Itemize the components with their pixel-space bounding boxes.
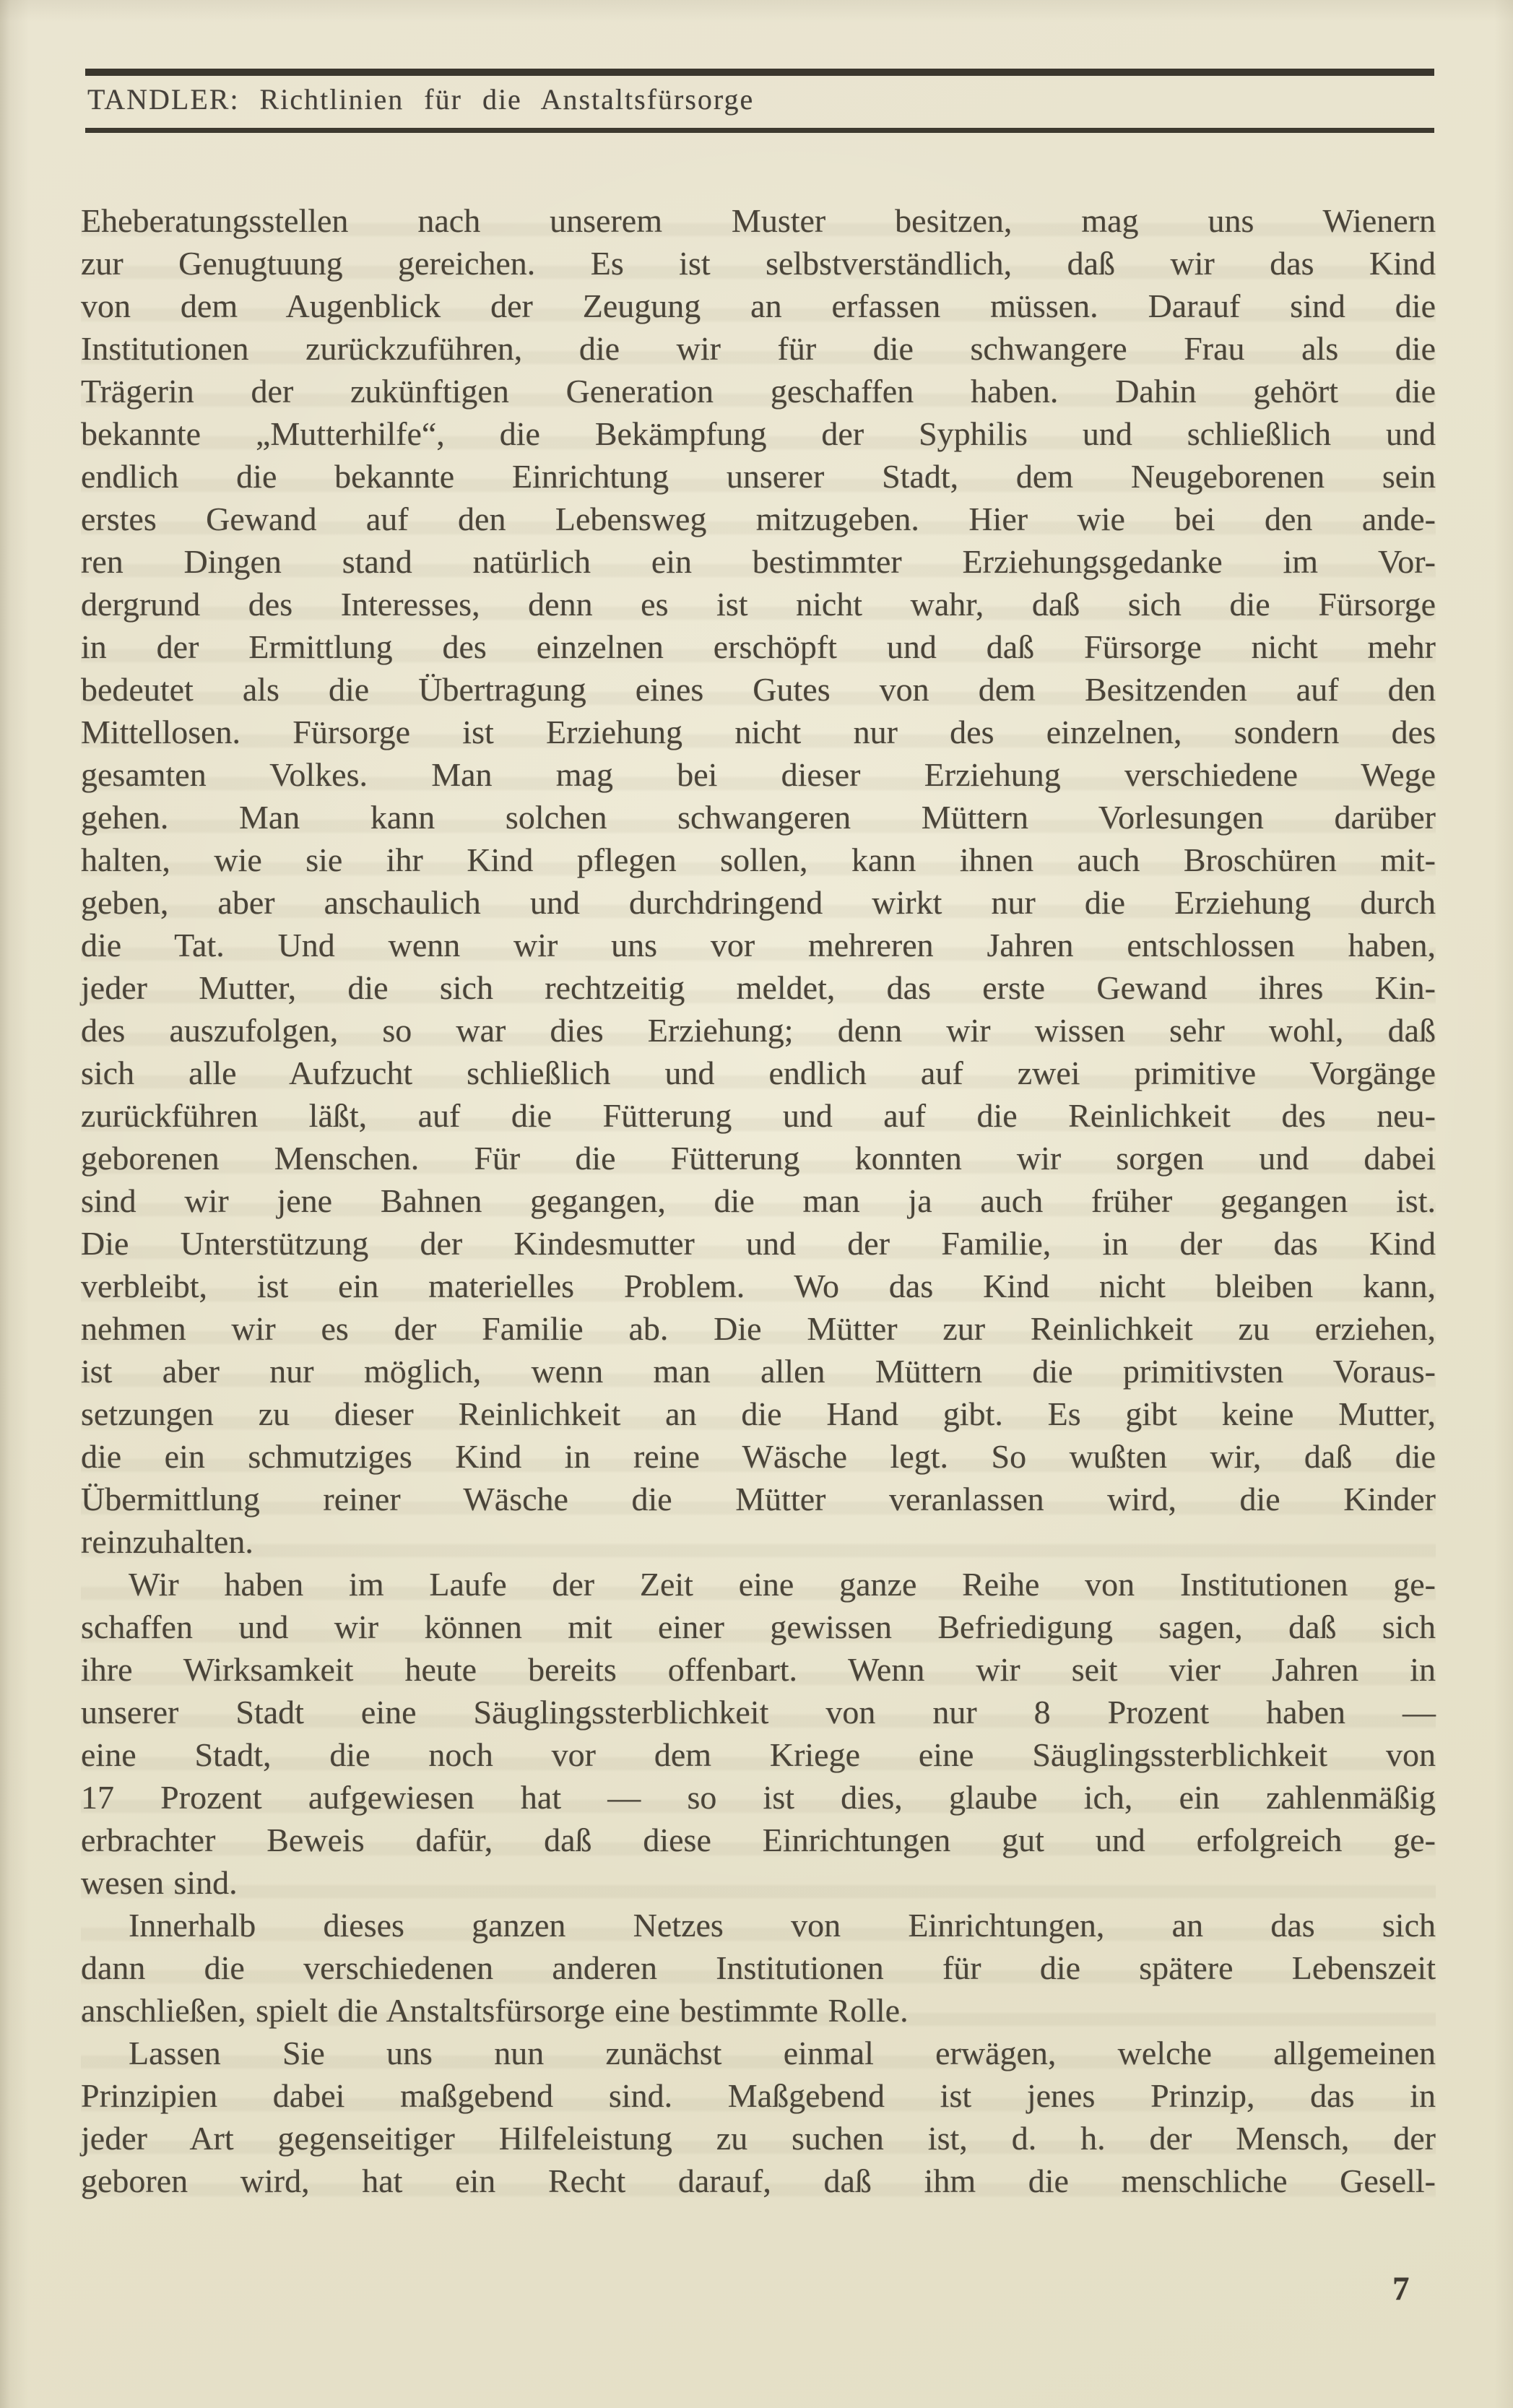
text-line: setzungen zu dieser Reinlichkeit an die Hand gibt. Es gibt keine Mutter, xyxy=(81,1395,1436,1432)
text-line: Wir haben im Laufe der Zeit eine ganze Reihe von Institutionen ge- xyxy=(129,1566,1436,1603)
text-line: zurückführen läßt, auf die Fütterung und auf die Reinlichkeit des neu- xyxy=(81,1097,1436,1134)
text-line: erstes Gewand auf den Lebensweg mitzugeben. Hier wie bei den ande- xyxy=(81,501,1436,537)
text-line: sind wir jene Bahnen gegangen, die man ja auch früher gegangen ist. xyxy=(81,1182,1436,1219)
header-rule-top xyxy=(85,69,1434,76)
text-line: gehen. Man kann solchen schwangeren Müttern Vorlesungen darüber xyxy=(81,799,1436,836)
text-line: halten, wie sie ihr Kind pflegen sollen, kann ihnen auch Broschüren mit- xyxy=(81,841,1436,878)
text-line: bedeutet als die Übertragung eines Gutes von dem Besitzenden auf den xyxy=(81,671,1436,708)
text-line: jeder Art gegenseitiger Hilfeleistung zu suchen ist, d. h. der Mensch, der xyxy=(81,2120,1436,2157)
text-line: zur Genugtuung gereichen. Es ist selbstverständlich, daß wir das Kind xyxy=(81,245,1436,282)
text-line: in der Ermittlung des einzelnen erschöpft und daß Fürsorge nicht mehr xyxy=(81,628,1436,665)
text-line: erbrachter Beweis dafür, daß diese Einrichtungen gut und erfolgreich ge- xyxy=(81,1822,1436,1858)
text-line: verbleibt, ist ein materielles Problem. Wo das Kind nicht bleiben kann, xyxy=(81,1268,1436,1304)
text-line: eine Stadt, die noch vor dem Kriege eine Säuglingssterblichkeit von xyxy=(81,1736,1436,1773)
text-line: schaffen und wir können mit einer gewissen Befriedigung sagen, daß sich xyxy=(81,1608,1436,1645)
page-body xyxy=(81,199,1436,2202)
page-number: 7 xyxy=(1392,2270,1410,2308)
text-line: geboren wird, hat ein Recht darauf, daß ihm die menschliche Gesell- xyxy=(81,2162,1436,2199)
text-line: endlich die bekannte Einrichtung unserer Stadt, dem Neugeborenen sein xyxy=(81,458,1436,495)
text-line: wesen sind. xyxy=(81,1864,238,1901)
header-rule-bottom xyxy=(85,128,1434,133)
text-line: nehmen wir es der Familie ab. Die Mütter zur Reinlichkeit zu erziehen, xyxy=(81,1310,1436,1347)
text-line: Eheberatungsstellen nach unserem Muster besitzen, mag uns Wienern xyxy=(81,202,1436,239)
text-line: bekannte „Mutterhilfe“, die Bekämpfung der Syphilis und schließlich und xyxy=(81,415,1436,452)
text-line: gesamten Volkes. Man mag bei dieser Erziehung verschiedene Wege xyxy=(81,756,1436,793)
text-line: Innerhalb dieses ganzen Netzes von Einrichtungen, an das sich xyxy=(129,1907,1436,1944)
text-line: von dem Augenblick der Zeugung an erfassen müssen. Darauf sind die xyxy=(81,287,1436,324)
text-line: Übermittlung reiner Wäsche die Mütter veranlassen wird, die Kinder xyxy=(81,1481,1436,1517)
text-line: Die Unterstützung der Kindesmutter und der Familie, in der das Kind xyxy=(81,1225,1436,1262)
text-line: 17 Prozent aufgewiesen hat — so ist dies, glaube ich, ein zahlenmäßig xyxy=(81,1779,1436,1816)
text-line: Lassen Sie uns nun zunächst einmal erwägen, welche allgemeinen xyxy=(129,2035,1436,2071)
text-line: sich alle Aufzucht schließlich und endlich auf zwei primitive Vorgänge xyxy=(81,1054,1436,1091)
running-header: TANDLER: Richtlinien für die Anstaltsfürsorge xyxy=(87,83,755,116)
text-line: reinzuhalten. xyxy=(81,1523,253,1560)
text-line: des auszufolgen, so war dies Erziehung; denn wir wissen sehr wohl, daß xyxy=(81,1012,1436,1049)
text-line: ren Dingen stand natürlich ein bestimmter Erziehungsgedanke im Vor- xyxy=(81,543,1436,580)
text-line: jeder Mutter, die sich rechtzeitig meldet, das erste Gewand ihres Kin- xyxy=(81,969,1436,1006)
text-line: geben, aber anschaulich und durchdringend wirkt nur die Erziehung durch xyxy=(81,884,1436,921)
text-line: ist aber nur möglich, wenn man allen Müttern die primitivsten Voraus- xyxy=(81,1353,1436,1390)
text-line: geborenen Menschen. Für die Fütterung konnten wir sorgen und dabei xyxy=(81,1140,1436,1177)
text-line: unserer Stadt eine Säuglingssterblichkeit von nur 8 Prozent haben — xyxy=(81,1694,1436,1731)
text-line: anschließen, spielt die Anstaltsfürsorge eine bestimmte Rolle. xyxy=(81,1992,909,2029)
text-line: die Tat. Und wenn wir uns vor mehreren Jahren entschlossen haben, xyxy=(81,927,1436,963)
text-line: Prinzipien dabei maßgebend sind. Maßgebend ist jenes Prinzip, das in xyxy=(81,2077,1436,2114)
text-line: Institutionen zurückzuführen, die wir für die schwangere Frau als die xyxy=(81,330,1436,367)
text-line: Mittellosen. Fürsorge ist Erziehung nicht nur des einzelnen, sondern des xyxy=(81,714,1436,750)
text-line: die ein schmutziges Kind in reine Wäsche legt. So wußten wir, daß die xyxy=(81,1438,1436,1475)
text-line: dann die verschiedenen anderen Institutionen für die spätere Lebenszeit xyxy=(81,1949,1436,1986)
text-line: dergrund des Interesses, denn es ist nicht wahr, daß sich die Fürsorge xyxy=(81,586,1436,623)
text-line: Trägerin der zukünftigen Generation geschaffen haben. Dahin gehört die xyxy=(81,373,1436,410)
text-line: ihre Wirksamkeit heute bereits offenbart. Wenn wir seit vier Jahren in xyxy=(81,1651,1436,1688)
